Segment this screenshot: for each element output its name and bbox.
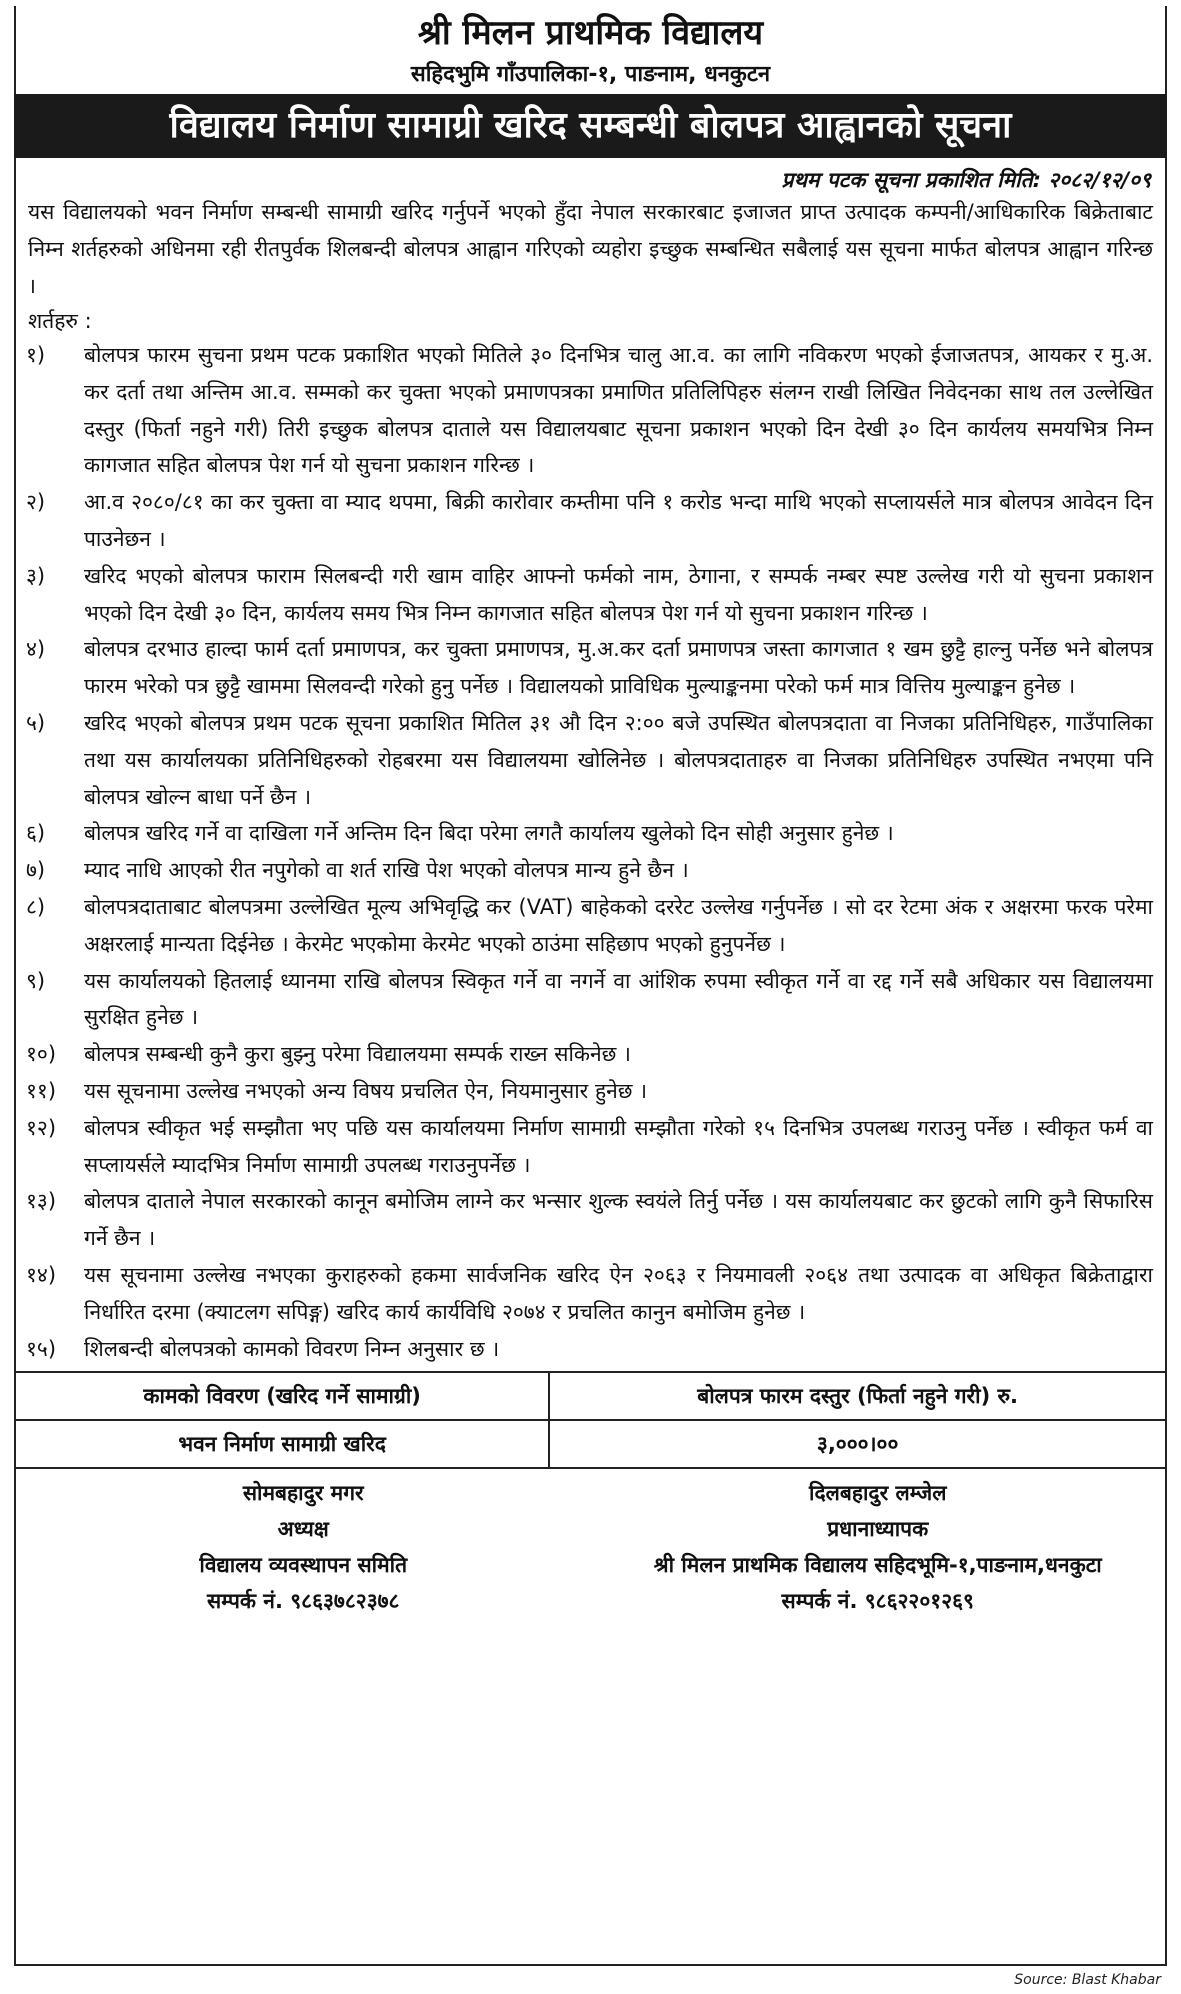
condition-text: बोलपत्र स्वीकृत भई सम्झौता भए पछि यस कार्यालयमा निर्माण सामाग्री सम्झौता गरेको १५ दिनभित्र उपलब्ध गराउनु पर्नेछ । स्वीकृत फर्म वा सप्लायर्सले म्यादभित्र निर्माण सामाग्री उपलब्ध गराउनुपर्नेछ । [84, 1115, 1153, 1177]
condition-item [26, 852, 1153, 889]
condition-number: ७) [26, 858, 46, 883]
condition-item [26, 558, 1153, 632]
signatory-role: प्रधानाध्यापक [827, 1517, 929, 1542]
signatory-org: श्री मिलन प्राथमिक विद्यालय सहिदभूमि-१,पाङनाम,धनकुटा [653, 1553, 1102, 1578]
condition-item [26, 1257, 1153, 1331]
condition-text: यस कार्यालयको हितलाई ध्यानमा राखि बोलपत्र स्विकृत गर्ने वा नगर्ने वा आंशिक रुपमा स्वीकृत गर्ने वा रद्द गर्ने सबै अधिकार यस विद्यालयमा सुरक्षित हुनेछ । [84, 968, 1153, 1030]
condition-text: आ.व २०८०/८१ का कर चुक्ता वा म्याद थपमा, बिक्री कारोवार कम्तीमा पनि १ करोड भन्दा माथि भएको सप्लायर्सले मात्र बोलपत्र आवेदन दिन पाउनेछन । [84, 490, 1153, 551]
condition-number: ११) [26, 1078, 57, 1103]
condition-text: बोलपत्र सम्बन्धी कुनै कुरा बुझ्नु परेमा विद्यालयमा सम्पर्क राख्न सकिनेछ । [84, 1042, 632, 1067]
signatory-org: विद्यालय व्यवस्थापन समिति [199, 1553, 408, 1578]
school-name: श्री मिलन प्राथमिक विद्यालय [417, 13, 764, 53]
condition-text: बोलपत्र दाताले नेपाल सरकारको कानून बमोजिम लाग्ने कर भन्सार शुल्क स्वयंले तिर्नु पर्नेछ । यस कार्यालयबाट कर छुटको लागि कुनै सिफारिस गर्ने छैन । [84, 1189, 1153, 1251]
work-header-description: कामको विवरण (खरिद गर्ने सामाग्री) [16, 1372, 549, 1420]
condition-text: यस सूचनामा उल्लेख नभएको अन्य विषय प्रचलित ऐन, नियमानुसार हुनेछ । [84, 1078, 648, 1103]
condition-text: खरिद भएको बोलपत्र फाराम सिलबन्दी गरी खाम वाहिर आफ्नो फर्मको नाम, ठेगाना, र सम्पर्क नम्बर स्पष्ट उल्लेख गरी यो सुचना प्रकाशन भएको दिन देखी ३० दिन, कार्यलय समय भित्र निम्न कागजात सहित बोलपत्र पेश गर्न यो सुचना प्रकाशन गरिन्छ । [84, 563, 1153, 625]
condition-text: शिलबन्दी बोलपत्रको कामको विवरण निम्न अनुसार छ । [84, 1336, 500, 1361]
condition-text: यस सूचनामा उल्लेख नभएका कुराहरुको हकमा सार्वजनिक खरिद ऐन २०६३ र नियमावली २०६४ तथा उत्पादक वा अधिकृत बिक्रेताद्वारा निर्धारित दरमा (क्याटलग सपिङ्ग) खरिद कार्य कार्यविधि २०७४ र प्रचलित कानुन बमोजिम हुनेछ । [84, 1262, 1153, 1324]
condition-item [26, 484, 1153, 558]
condition-text: म्याद नाधि आएको रीत नपुगेको वा शर्त राखि पेश भएको वोलपत्र मान्य हुने छैन । [84, 858, 689, 883]
conditions-list [16, 337, 1165, 1367]
condition-number: १) [26, 343, 46, 367]
work-table-row [16, 1420, 1165, 1467]
condition-text: खरिद भएको बोलपत्र प्रथम पटक सूचना प्रकाशित मितिल ३१ औ दिन २:०० बजे उपस्थित बोलपत्रदाता वा निजका प्रतिनिधिहरु, गाउँपालिका तथा यस कार्यालयका प्रतिनिधिहरुको रोहबरमा यस विद्यालयमा खोलिनेछ । बोलपत्रदाताहरु वा निजका प्रतिनिधिहरु उपस्थित नभएमा पनि बोलपत्र खोल्न बाधा पर्ने छैन । [84, 710, 1153, 809]
condition-number: १०) [26, 1042, 57, 1067]
condition-item [26, 815, 1153, 852]
condition-text: बोलपत्र फारम सुचना प्रथम पटक प्रकाशित भएको मितिले ३० दिनभित्र चालु आ.व. का लागि नविकरण भएको ईजाजतपत्र, आयकर र मु.अ. कर दर्ता तथा अन्तिम आ.व. सम्मको कर चुक्ता भएको प्रमाणपत्रका प्रमाणित प्रतिलिपिहरु संलग्न राखी लिखित निवेदनका साथ तल उल्लेखित दस्तुर (फिर्ता नहुने गरी) तिरी इच्छुक बोलपत्र दाताले यस विद्यालयबाट सूचना प्रकाशन भएको दिन देखी ३० दिन कार्यलय समयभित्र निम्न कागजात सहित बोलपत्र पेश गर्न यो सुचना प्रकाशन गरिन्छ । [84, 343, 1153, 478]
condition-text: बोलपत्रदाताबाट बोलपत्रमा उल्लेखित मूल्य अभिवृद्धि कर (VAT) बाहेकको दररेट उल्लेख गर्नुपर्नेछ । सो दर रेटमा अंक र अक्षरमा फरक परेमा अक्षरलाई मान्यता दिईनेछ । केरमेट भएकोमा केरमेट भएको ठाउंमा सहिछाप भएको हुनुपर्नेछ । [84, 894, 1153, 956]
condition-number: २) [26, 490, 46, 515]
conditions-heading: शर्तहरु : [28, 309, 92, 333]
condition-item [26, 1036, 1153, 1073]
condition-number: १२) [26, 1115, 57, 1140]
source-credit: Source: Blast Khabar [1014, 1972, 1161, 1988]
condition-number: ९) [26, 968, 46, 993]
signatory-role: अध्यक्ष [277, 1517, 329, 1542]
school-address: सहिदभुमि गाँउपालिका-१, पाङनाम, धनकुटन [410, 62, 771, 87]
intro-paragraph: यस विद्यालयको भवन निर्माण सम्बन्धी सामाग्री खरिद गर्नुपर्ने भएको हुँदा नेपाल सरकारबाट इजाजत प्राप्त उत्पादक कम्पनी/आधिकारिक बिक्रेताबाट निम्न शर्तहरुको अधिनमा रही रीतपुर्वक शिलबन्दी बोलपत्र आह्वान गरिएको व्यहोरा इच्छुक सम्बन्धित सबैलाई यस सूचना मार्फत बोलपत्र आह्वान गरिन्छ । [28, 200, 1153, 298]
condition-number: ५) [26, 710, 46, 735]
work-fee: ३,०००।०० [549, 1420, 1165, 1467]
condition-number: ३) [26, 563, 46, 588]
condition-text: बोलपत्र खरिद गर्ने वा दाखिला गर्ने अन्तिम दिन बिदा परेमा लगतै कार्यालय खुलेको दिन सोही अनुसार हुनेछ । [84, 821, 894, 846]
condition-item [26, 1110, 1153, 1184]
condition-item [26, 1331, 1153, 1368]
notice-title: विद्यालय निर्माण सामाग्री खरिद सम्बन्धी बोलपत्र आह्वानको सूचना [14, 94, 1167, 158]
condition-item [26, 1183, 1153, 1257]
condition-number: १५) [26, 1336, 57, 1361]
notice-header [16, 10, 1165, 94]
condition-item [26, 889, 1153, 963]
work-item: भवन निर्माण सामाग्री खरिद [16, 1420, 549, 1467]
condition-item [26, 631, 1153, 705]
signatory-name: सोमबहादुर मगर [242, 1481, 364, 1506]
signatory-name: दिलबहादुर लम्जेल [809, 1481, 947, 1506]
condition-number: ४) [26, 637, 46, 662]
signatory-chairperson [16, 1475, 591, 1619]
condition-number: ६) [26, 821, 46, 846]
publication-date: प्रथम पटक सूचना प्रकाशित मिति: २०८२/१२/०९ [781, 168, 1151, 192]
work-table-header [16, 1372, 1165, 1420]
condition-number: १४) [26, 1262, 57, 1287]
work-header-fee: बोलपत्र फारम दस्तुर (फिर्ता नहुने गरी) रु. [549, 1372, 1165, 1420]
work-table [16, 1371, 1165, 1467]
condition-text: बोलपत्र दरभाउ हाल्दा फार्म दर्ता प्रमाणपत्र, कर चुक्ता प्रमाणपत्र, मु.अ.कर दर्ता प्रमाणपत्र जस्ता कागजात १ खम छुट्टै हाल्नु पर्नेछ भने बोलपत्र फारम भरेको पत्र छुट्टै खाममा सिलवन्दी गरेको हुनु पर्नेछ । विद्यालयको प्राविधिक मुल्याङ्कनमा परेको फर्म मात्र वित्तिय मुल्याङ्कन हुनेछ । [84, 637, 1153, 699]
condition-item [26, 963, 1153, 1037]
signatory-contact: सम्पर्क नं. ९८६३७८२३७८ [207, 1589, 400, 1614]
condition-item [26, 337, 1153, 484]
condition-item [26, 705, 1153, 815]
notice-frame [14, 6, 1167, 1966]
condition-item [26, 1073, 1153, 1110]
signatures [16, 1467, 1165, 1619]
condition-number: ८) [26, 894, 46, 919]
condition-number: १३) [26, 1189, 57, 1214]
signatory-contact: सम्पर्क नं. ९८६२२०१२६९ [781, 1589, 974, 1614]
signatory-headteacher [591, 1475, 1166, 1619]
